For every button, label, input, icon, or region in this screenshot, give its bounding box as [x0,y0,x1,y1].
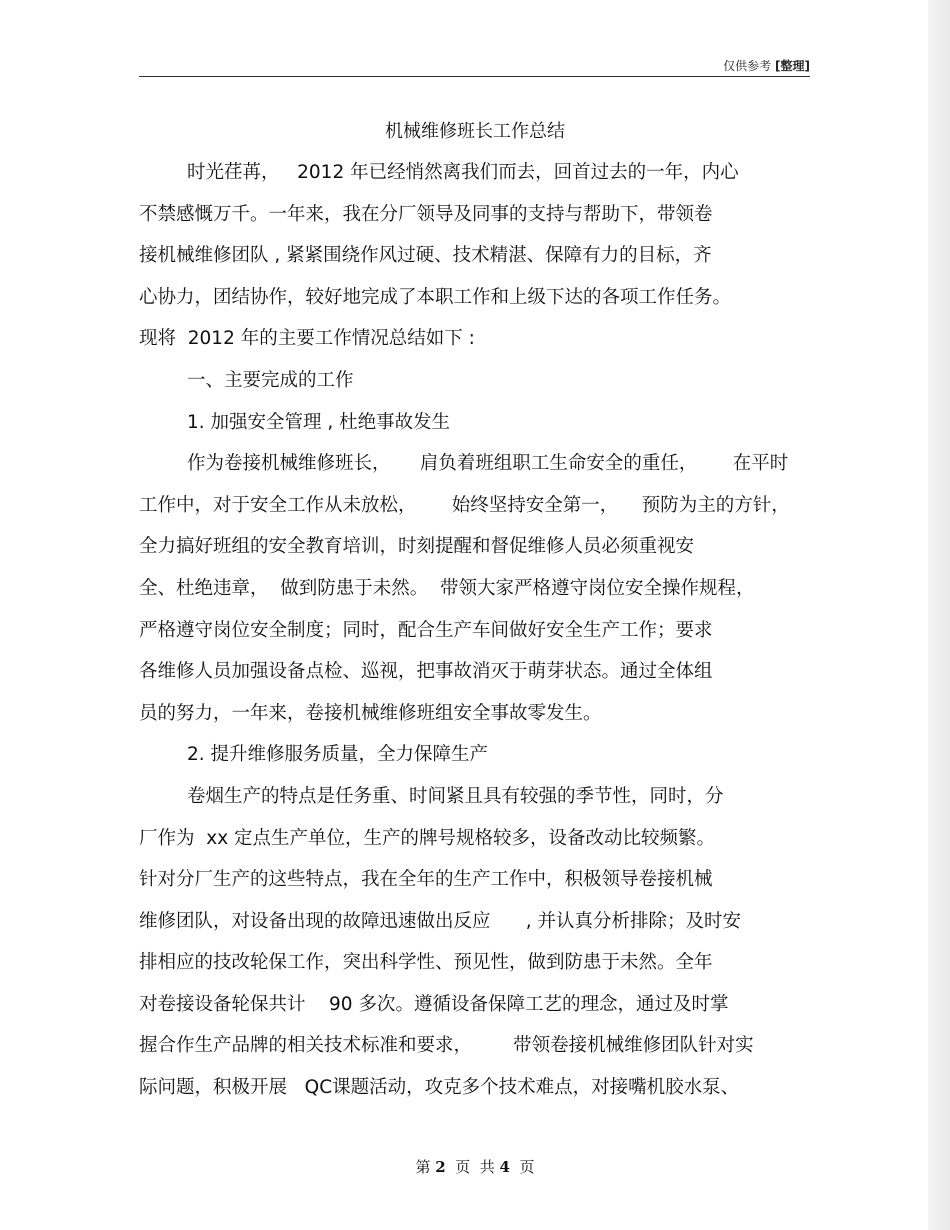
text-line: 针对分厂生产的这些特点，我在全年的生产工作中，积极领导卷接机械 [139,869,713,891]
text-line: 维修团队，对设备出现的故障迅速做出反应 , 并认真分析排除；及时安 [139,910,742,932]
text-line: 时光荏苒， 2012 年已经悄然离我们而去，回首过去的一年，内心 [187,162,739,183]
text-line: 一、主要完成的工作 [187,369,354,391]
header-divider [139,76,810,77]
document-title: 机械维修班长工作总结 [385,121,565,142]
page-edge [928,0,950,1230]
text-line: 各维修人员加强设备点检、巡视，把事故消灭于萌芽状态。通过全体组 [139,661,713,683]
footer-suffix: 页 [509,1158,535,1176]
page-footer [0,1156,950,1177]
text-line: 接机械维修团队 , 紧紧围绕作风过硬、技术精湛、保障有力的目标，齐 [139,245,712,267]
total-pages-number: 4 [499,1158,510,1176]
text-line: 心协力，团结协作，较好地完成了本职工作和上级下达的各项工作任务。 [139,286,732,308]
text-line: 严格遵守岗位安全制度；同时，配合生产车间做好安全生产工作；要求 [139,619,713,641]
text-line: 2. 提升维修服务质量，全力保障生产 [187,744,489,766]
header-label: 仅供参考 [723,59,772,73]
page-header [723,57,810,74]
footer-middle: 页 共 [445,1158,500,1176]
text-line: 全力搞好班组的安全教育培训，时刻提醒和督促维修人员必须重视安 [139,536,695,558]
text-line: 排相应的技改轮保工作，突出科学性、预见性，做到防患于未然。全年 [139,952,713,974]
header-tag: [整理] [775,59,810,73]
text-line: 对卷接设备轮保共计 90 多次。遵循设备保障工艺的理念，通过及时掌 [139,993,729,1015]
current-page-number: 2 [435,1158,446,1176]
text-line: 现将 2012 年的主要工作情况总结如下 : [139,328,475,350]
text-line: 不禁感慨万千。一年来，我在分厂领导及同事的支持与帮助下，带领卷 [139,203,713,225]
footer-prefix: 第 [415,1158,436,1176]
text-line: 1. 加强安全管理 , 杜绝事故发生 [187,411,451,433]
text-line: 员的努力，一年来，卷接机械维修班组安全事故零发生。 [139,702,602,724]
text-line: 工作中，对于安全工作从未放松， 始终坚持安全第一， 预防为主的方针， [139,494,790,516]
document-body [139,159,819,1116]
text-line: 卷烟生产的特点是任务重、时间紧且具有较强的季节性，同时，分 [187,785,724,807]
text-line: 全、杜绝违章， 做到防患于未然。 带领大家严格遵守岗位安全操作规程， [139,577,755,599]
text-line: 握合作生产品牌的相关技术标准和要求， 带领卷接机械维修团队针对实 [139,1035,754,1057]
text-line: 际问题，积极开展 QC课题活动，攻克多个技术难点，对接嘴机胶水泵、 [139,1077,740,1099]
text-line: 作为卷接机械维修班长， 肩负着班组职工生命安全的重任， 在平时 [187,453,789,475]
text-line: 厂作为 xx 定点生产单位，生产的牌号规格较多，设备改动比较频繁。 [139,827,716,849]
